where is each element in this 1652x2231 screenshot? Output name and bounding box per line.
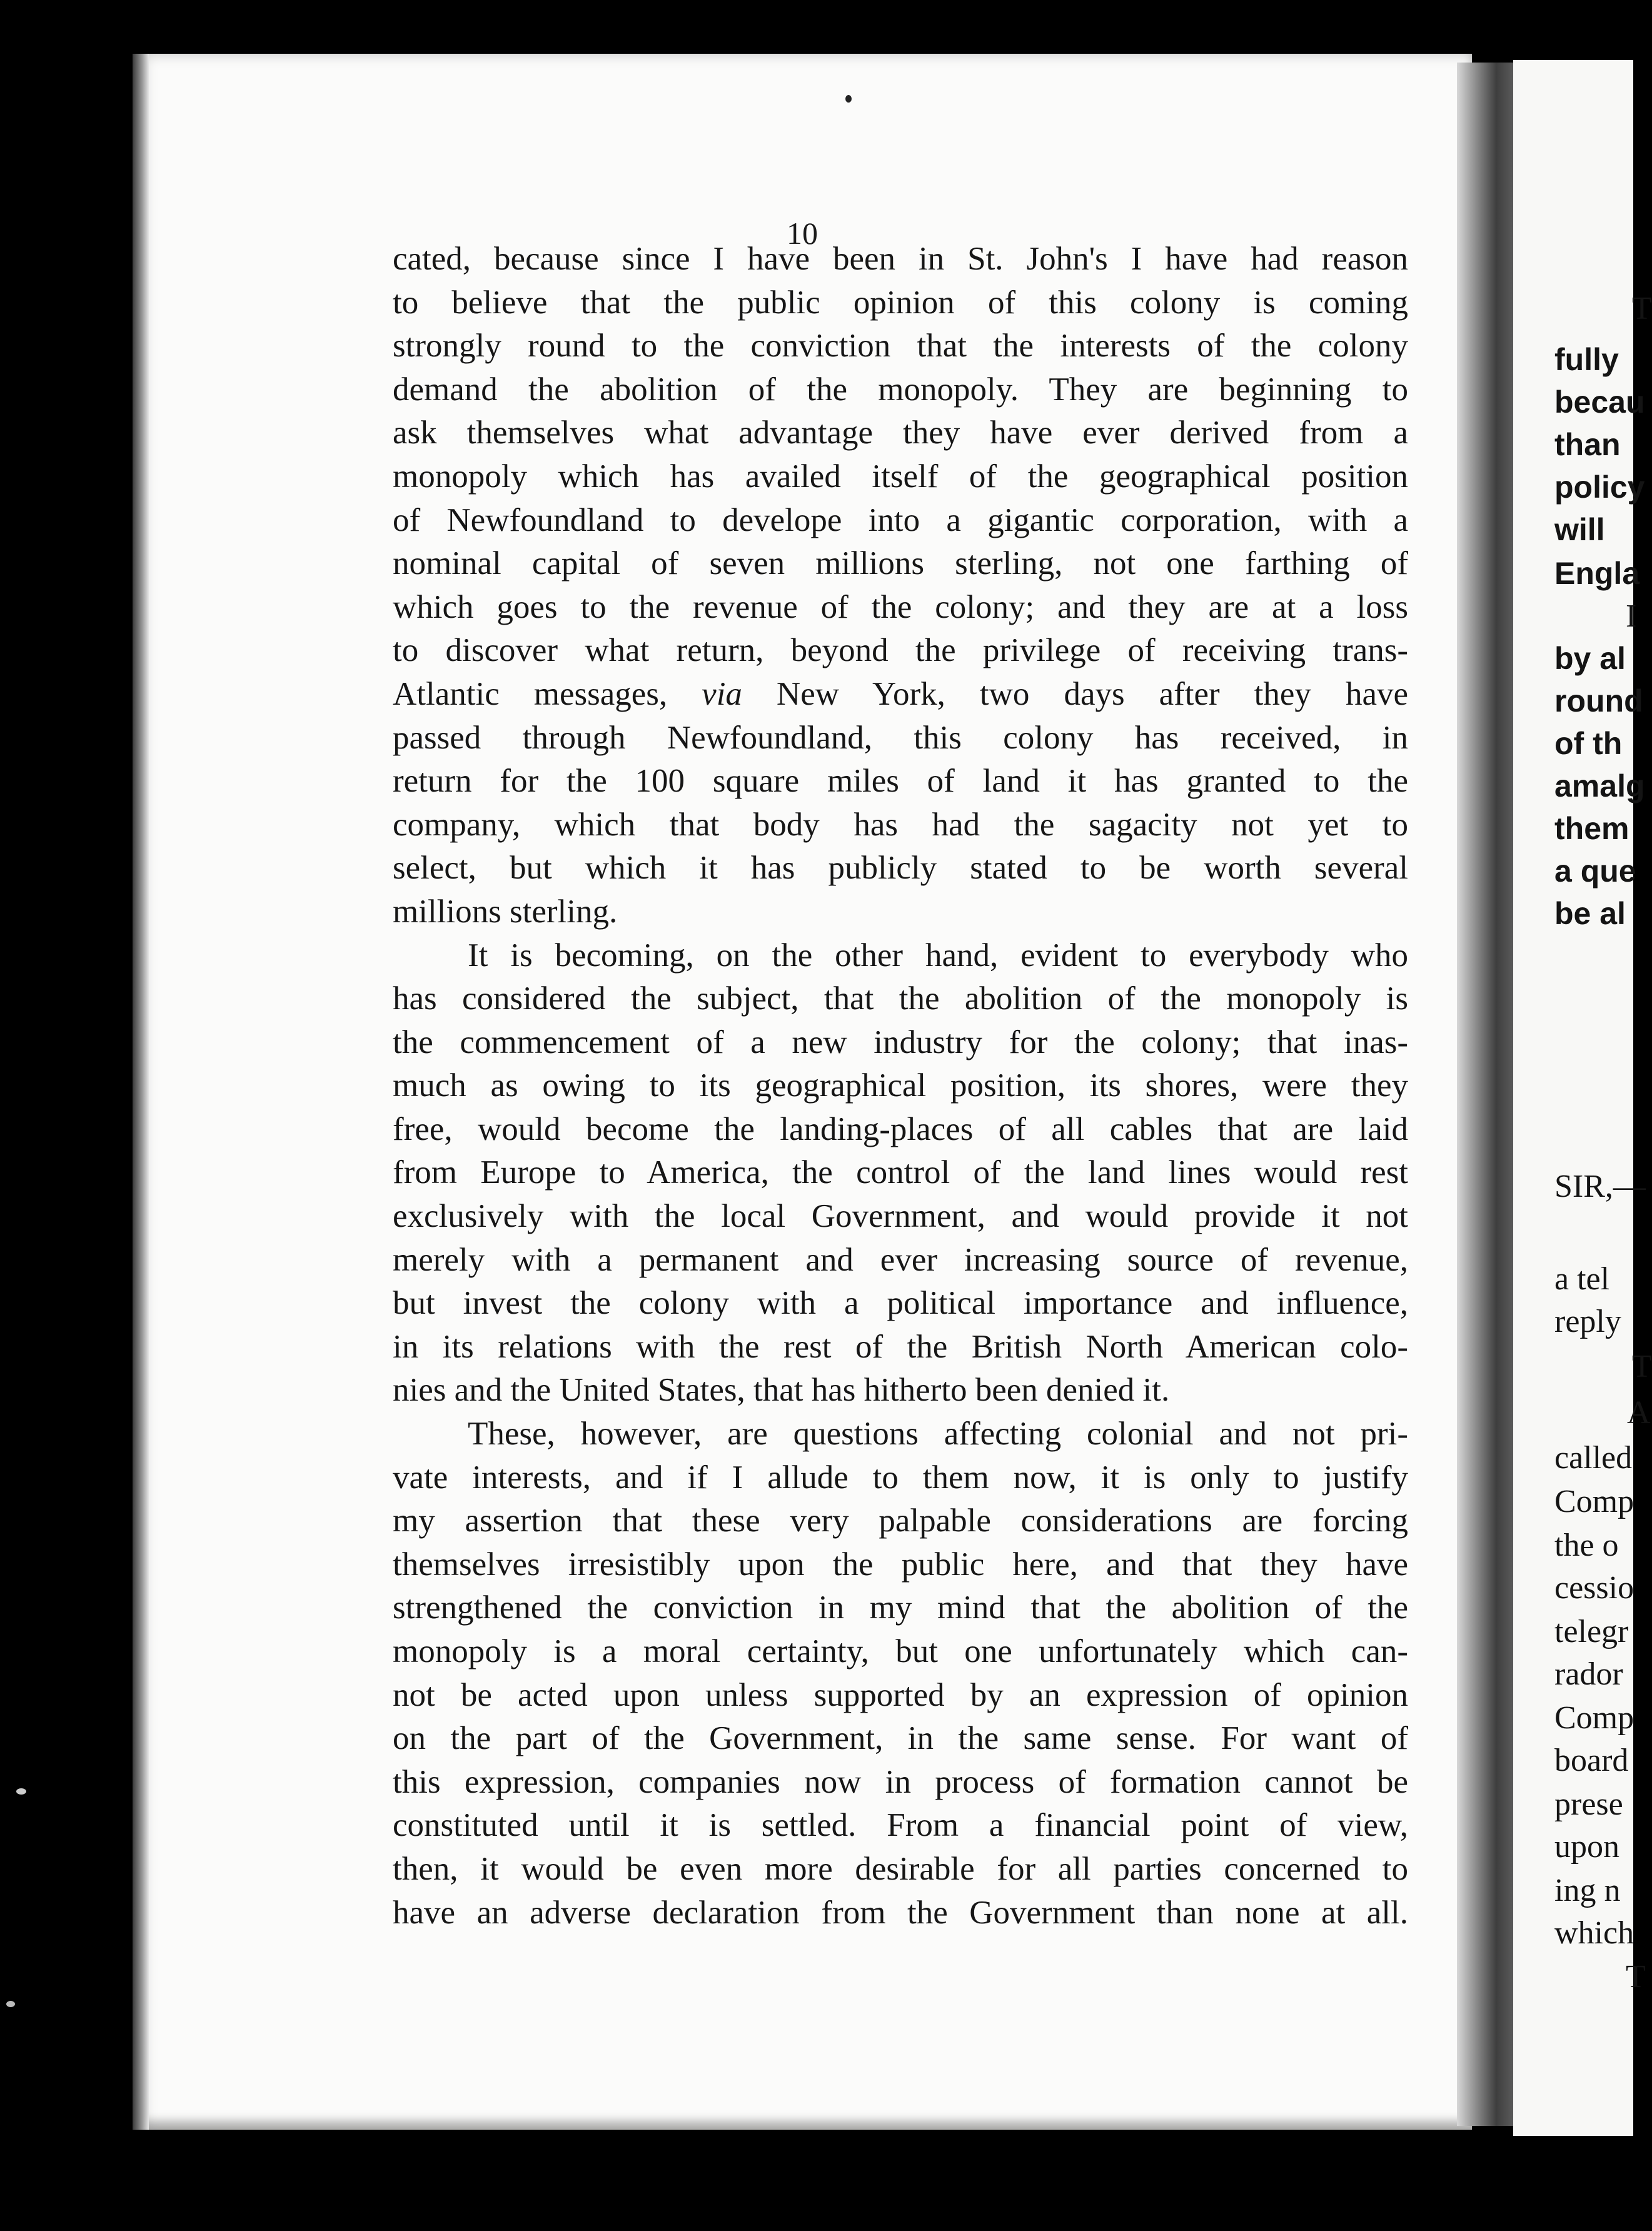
right-page-fragment: board <box>1554 1743 1629 1778</box>
right-page-fragment: by al <box>1554 641 1626 676</box>
text-line: nies and the United States, that has hitherto been denied it. <box>393 1372 1170 1409</box>
scan-speck <box>16 1788 26 1795</box>
text-line: These, however, are questions affecting colonial and not pri- <box>468 1416 1408 1453</box>
right-page-fragment: reply <box>1554 1304 1621 1339</box>
right-page-fragment: ing n <box>1554 1873 1621 1908</box>
right-page-fragment: SIR,— <box>1554 1169 1646 1204</box>
text-line: vate interests, and if I allude to them now, it is only to justify <box>393 1459 1408 1496</box>
text-line: to discover what return, beyond the privilege of receiving trans- <box>393 632 1408 669</box>
text-line: exclusively with the local Government, and would provide it not <box>393 1198 1408 1235</box>
right-page-fragment: cessio <box>1554 1570 1634 1606</box>
right-page-fragment: amalg <box>1554 768 1645 803</box>
right-page-fragment: a que <box>1554 854 1636 889</box>
right-page-fragment: telegr <box>1554 1614 1629 1649</box>
text-line: return for the 100 square miles of land it has granted to the <box>393 763 1408 800</box>
italic-word: via <box>702 675 742 712</box>
right-page-fragment: which <box>1554 1915 1634 1951</box>
right-page-fragment: round <box>1554 683 1643 718</box>
right-page-fragment: rador <box>1554 1656 1623 1692</box>
text-line: of Newfoundland to develope into a gigantic corporation, with a <box>393 501 1408 538</box>
right-page-fragment: becau <box>1554 385 1645 420</box>
body-text <box>393 238 1408 1935</box>
text-line: strengthened the conviction in my mind that the abolition of the <box>393 1589 1408 1626</box>
text-line: strongly round to the conviction that the interests of the colony <box>393 328 1408 365</box>
text-line: on the part of the Government, in the same sense. For want of <box>393 1720 1408 1757</box>
text-line: Atlantic messages, via New York, two days after they have <box>393 675 1408 712</box>
text-line: in its relations with the rest of the British North American colo- <box>393 1328 1408 1365</box>
right-page-fragment: called <box>1554 1440 1633 1476</box>
paragraph-2 <box>393 934 1408 1413</box>
text-line: to believe that the public opinion of this colony is coming <box>393 284 1408 321</box>
text-line: monopoly is a moral certainty, but one unfortunately which can- <box>393 1633 1408 1669</box>
text-line: the commencement of a new industry for the colony; that inas- <box>393 1024 1408 1060</box>
right-page-fragment: be al <box>1554 896 1626 931</box>
text-line: monopoly which has availed itself of the geographical position <box>393 458 1408 495</box>
paragraph-1 <box>393 238 1408 934</box>
scan-speck <box>6 2001 15 2007</box>
text-line: has considered the subject, that the abolition of the monopoly is <box>393 980 1408 1017</box>
right-page-fragment: Comp <box>1554 1700 1634 1736</box>
right-page-fragment: T <box>1626 1959 1646 1995</box>
page-number: 10 <box>787 216 818 251</box>
paragraph-3 <box>393 1413 1408 1935</box>
text-line: passed through Newfoundland, this colony has received, in <box>393 719 1408 756</box>
right-page-fragment: T <box>1632 1349 1652 1384</box>
right-page-fragment: than <box>1554 427 1621 462</box>
right-page-fragment: the o <box>1554 1528 1619 1563</box>
right-page-partial <box>1513 60 1652 2136</box>
text-line: my assertion that these very palpable considerations are forcing <box>393 1503 1408 1539</box>
scan-speck <box>845 95 852 103</box>
left-page-edge-shadow <box>133 54 149 2130</box>
text-line: not be acted upon unless supported by an expression of opinion <box>393 1676 1408 1713</box>
text-line: cated, because since I have been in St. John's I have had reason <box>393 241 1408 277</box>
text-line: ask themselves what advantage they have ever derived from a <box>393 415 1408 451</box>
text-line: have an adverse declaration from the Government than none at all. <box>393 1894 1408 1931</box>
right-page-fragment: A <box>1627 1395 1651 1431</box>
right-page-fragment: upon <box>1554 1829 1619 1865</box>
right-page-fragment: Engla <box>1554 556 1640 591</box>
right-page-fragment: T <box>1632 291 1652 326</box>
book-gutter-shadow <box>1457 63 1513 2126</box>
text-line: which goes to the revenue of the colony; and they are at a loss <box>393 588 1408 625</box>
text-line: merely with a permanent and ever increasing source of revenue, <box>393 1241 1408 1278</box>
right-page-fragment: I <box>1626 598 1637 634</box>
right-page-fragment: them <box>1554 811 1629 846</box>
text-line: much as owing to its geographical position, its shores, were they <box>393 1067 1408 1104</box>
text-line: company, which that body has had the sagacity not yet to <box>393 806 1408 843</box>
text-line: this expression, companies now in process of formation cannot be <box>393 1763 1408 1800</box>
text-line: free, would become the landing-places of all cables that are laid <box>393 1110 1408 1147</box>
text-line: It is becoming, on the other hand, evident to everybody who <box>468 937 1408 974</box>
right-page-fragment: policy <box>1554 470 1645 505</box>
text-line: constituted until it is settled. From a financial point of view, <box>393 1807 1408 1844</box>
right-page-fragment: of th <box>1554 726 1623 761</box>
text-line: millions sterling. <box>393 893 618 930</box>
text-line: but invest the colony with a political importance and influence, <box>393 1285 1408 1322</box>
text-line: from Europe to America, the control of the land lines would rest <box>393 1154 1408 1191</box>
right-page-fragment: fully <box>1554 342 1619 377</box>
right-page-fragment: a tel <box>1554 1261 1610 1297</box>
text-line: nominal capital of seven millions sterling, not one farthing of <box>393 545 1408 582</box>
text-line: themselves irresistibly upon the public here, and that they have <box>393 1546 1408 1583</box>
right-page-fragment: will <box>1554 512 1605 547</box>
right-page-fragment: prese <box>1554 1786 1623 1822</box>
text-line: then, it would be even more desirable for all parties concerned to <box>393 1850 1408 1887</box>
text-line: select, but which it has publicly stated to be worth several <box>393 850 1408 887</box>
text-line: demand the abolition of the monopoly. They are beginning to <box>393 371 1408 408</box>
right-page-fragment: Comp <box>1554 1484 1634 1519</box>
